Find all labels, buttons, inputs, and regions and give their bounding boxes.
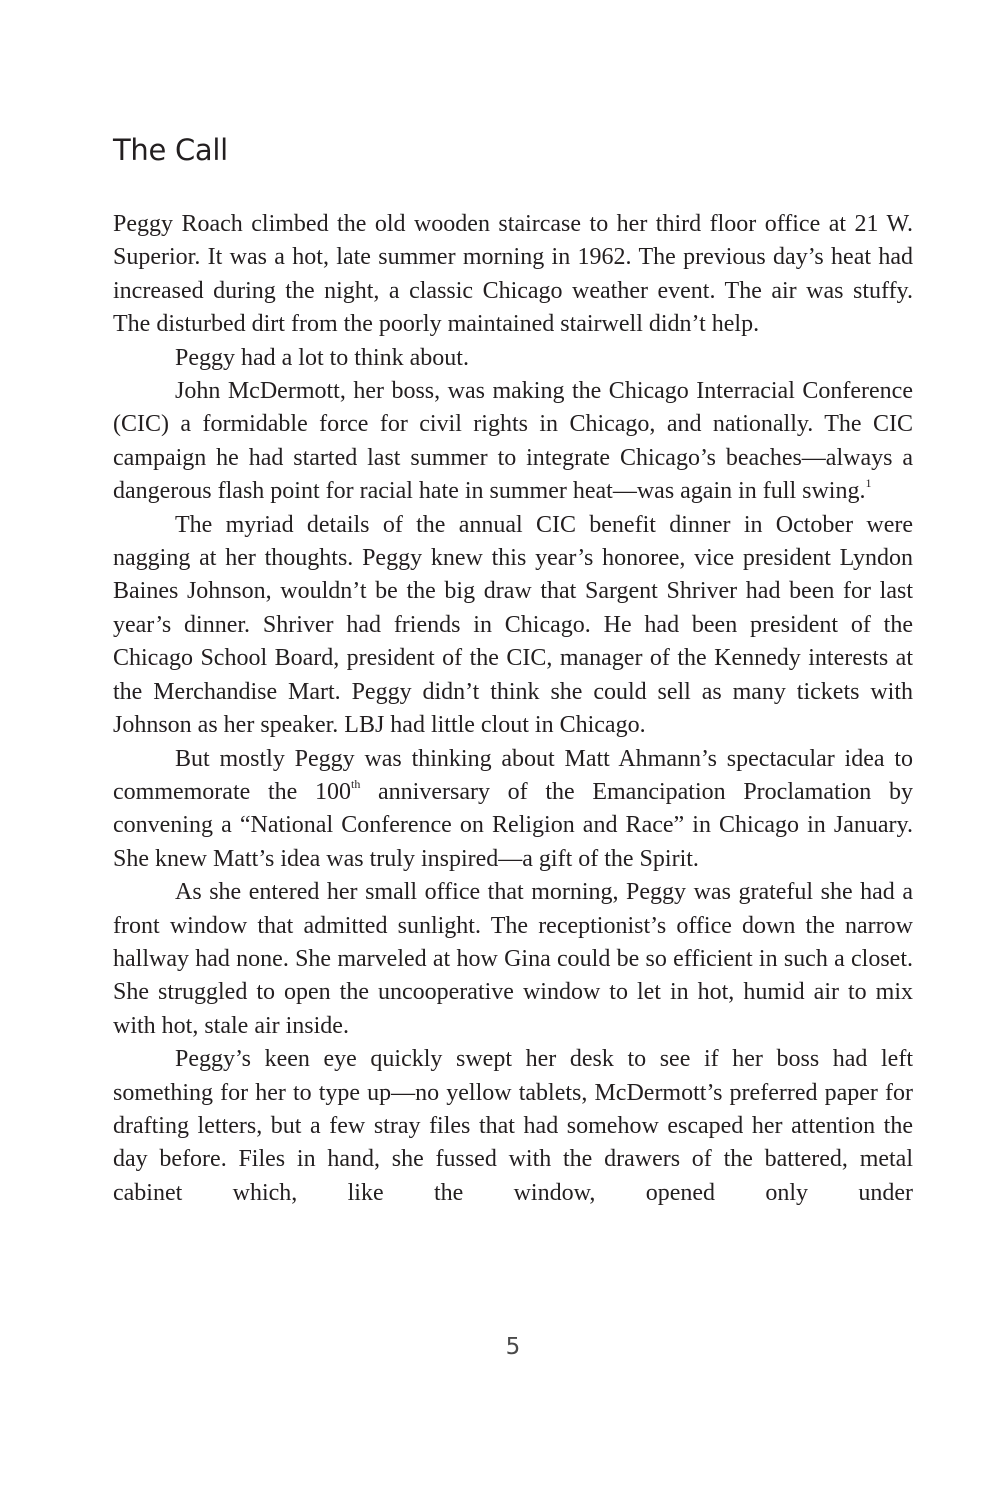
paragraph-1: Peggy Roach climbed the old wooden staircase to her third floor office at 21 W. Superior. It was a hot, late summer morning in 1962. The previous day’s heat had increased during the night, a classic Chicago weather event. The air was stuffy. The disturbed dirt from the poorly maintained stairwell didn’t help. bbox=[113, 211, 913, 338]
paragraph-5-text-end: anniversary of the Emancipation Proclamation by convening a “National Conference on Religion and Race” in Chicago in January. She knew Matt’s idea was truly inspired—a gift of the Spirit. bbox=[113, 778, 913, 872]
paragraph-3 bbox=[113, 375, 913, 509]
footnote-marker: 1 bbox=[865, 476, 872, 491]
paragraph-2: Peggy had a lot to think about. bbox=[175, 344, 469, 371]
paragraph-3-text: John McDermott, her boss, was making the Chicago Interracial Conference (CIC) a formidable force for civil rights in Chicago, and nationally. The CIC campaign he had started last summer to integrate Chicago’s beaches—always a dangerous flash point for racial hate in summer heat—was again in full swing. bbox=[113, 378, 913, 505]
paragraph-7: Peggy’s keen eye quickly swept her desk to see if her boss had left something for her to type up—no yellow tablets, McDermott’s preferred paper for drafting letters, but a few stray files that had somehow escaped her attention the day before. Files in hand, she fussed with the drawers of the battered, metal cabinet which, like the window, opened only under bbox=[113, 1046, 913, 1206]
chapter-title: The Call bbox=[113, 133, 228, 167]
paragraph-4: The myriad details of the annual CIC benefit dinner in October were nagging at her thoughts. Peggy knew this year’s honoree, vice president Lyndon Baines Johnson, wouldn’t be the big draw that Sargent Shriver had been for last year’s dinner. Shriver had friends in Chicago. He had been president of the Chicago School Board, president of the CIC, manager of the Kennedy interests at the Merchandise Mart. Peggy didn’t think she could sell as many tickets with Johnson as her speaker. LBJ had little clout in Chicago. bbox=[113, 511, 913, 739]
paragraph-6: As she entered her small office that morning, Peggy was grateful she had a front window that admitted sunlight. The receptionist’s office down the narrow hallway had none. She marveled at how Gina could be so efficient in such a closet. She struggled to open the uncooperative window to let in hot, humid air to mix with hot, stale air inside. bbox=[113, 879, 913, 1039]
ordinal-superscript: th bbox=[350, 776, 361, 791]
chapter-body bbox=[113, 208, 913, 1210]
page-number: 5 bbox=[505, 1334, 521, 1360]
paragraph-5 bbox=[113, 743, 913, 877]
paragraph-5-text-start: But mostly Peggy was thinking about Matt Ahmann’s spectacular idea to commemorate the 100 bbox=[113, 745, 913, 805]
